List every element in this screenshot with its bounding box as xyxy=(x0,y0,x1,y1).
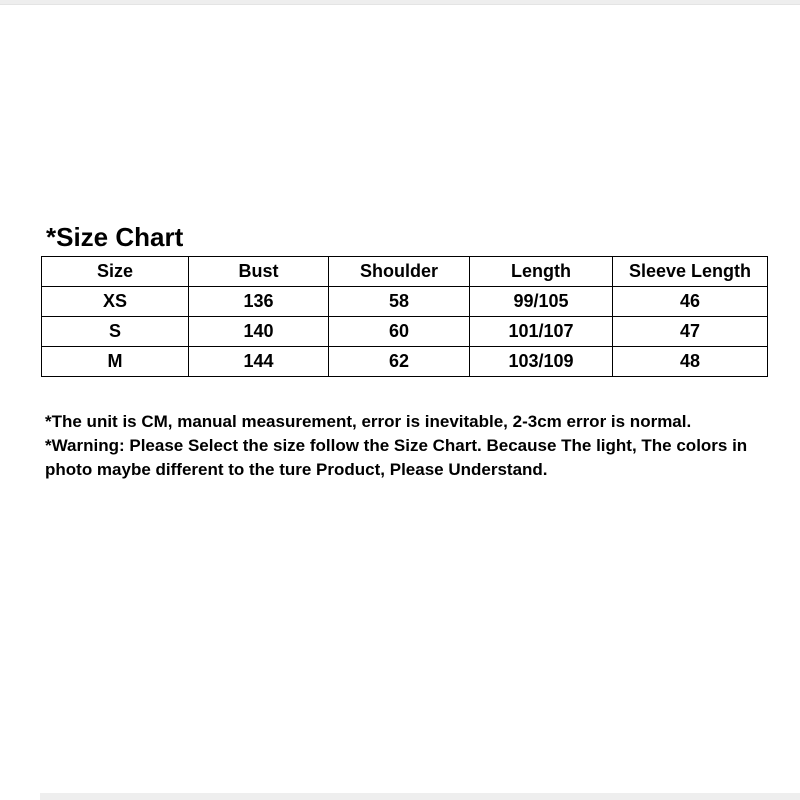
cell-length: 103/109 xyxy=(470,347,613,377)
column-header-bust: Bust xyxy=(189,257,329,287)
cell-length: 101/107 xyxy=(470,317,613,347)
table-row xyxy=(42,347,768,377)
cell-bust: 136 xyxy=(189,287,329,317)
cell-shoulder: 60 xyxy=(329,317,470,347)
cell-length: 99/105 xyxy=(470,287,613,317)
cell-bust: 144 xyxy=(189,347,329,377)
table-row xyxy=(42,287,768,317)
unit-note: *The unit is CM, manual measurement, error is inevitable, 2-3cm error is normal. xyxy=(45,412,692,431)
cell-sleeve-length: 48 xyxy=(613,347,768,377)
bottom-divider xyxy=(40,793,800,800)
page-title: *Size Chart xyxy=(46,222,184,252)
column-header-shoulder: Shoulder xyxy=(329,257,470,287)
size-chart-table xyxy=(41,256,768,377)
column-header-size: Size xyxy=(42,257,189,287)
column-header-length: Length xyxy=(470,257,613,287)
cell-sleeve-length: 46 xyxy=(613,287,768,317)
table-header-row xyxy=(42,257,768,287)
cell-size: S xyxy=(42,317,189,347)
warning-note: *Warning: Please Select the size follow the Size Chart. Because The light, The colors in photo maybe different to the ture Product, Please Understand. xyxy=(45,436,748,479)
top-divider xyxy=(0,0,800,5)
cell-shoulder: 62 xyxy=(329,347,470,377)
cell-size: XS xyxy=(42,287,189,317)
cell-bust: 140 xyxy=(189,317,329,347)
table-row xyxy=(42,317,768,347)
cell-shoulder: 58 xyxy=(329,287,470,317)
column-header-sleeve-length: Sleeve Length xyxy=(613,257,768,287)
cell-sleeve-length: 47 xyxy=(613,317,768,347)
cell-size: M xyxy=(42,347,189,377)
notes-block xyxy=(45,410,785,482)
